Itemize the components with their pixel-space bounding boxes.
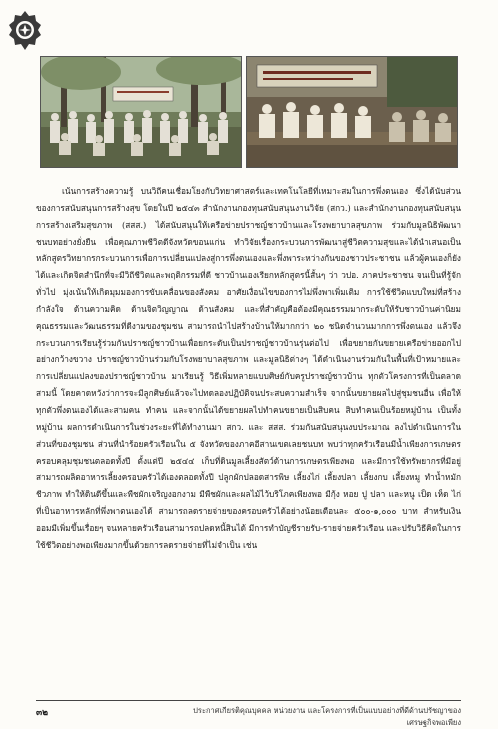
- group-photo-seated-villagers: [246, 56, 458, 168]
- group-photo-forest-banner: [40, 56, 242, 168]
- royal-emblem-icon: [8, 10, 42, 52]
- footer-divider: [36, 700, 461, 701]
- article-body: [36, 183, 461, 554]
- page-number: ๓๒: [36, 708, 49, 718]
- footer-title: ประกาศเกียรติคุณบุคคล หน่วยงาน และโครงการที่เป็นแบบอย่างที่ดีด้านปรัชญาของเศรษฐกิจพอเพียง: [193, 706, 461, 727]
- body-paragraph: เน้นการสร้างความรู้ บนวิถีคนเชื่อมโยงกับวิทยาศาสตร์และเทคโนโลยีที่เหมาะสมในการพึ่งตนเอง ซึ่งได้นับส่วนของการสนับสนุนการสร้างสุข โดยในปี ๒๕๔๓ สำนักงานกองทุนสนับสนุนงานวิจัย (สกว.) และสำนักงานกองทุนสนับสนุนการสร้างเสริมสุขภาพ (สสส.) ได้สนับสนุนให้เครือข่ายปราชญ์ชาวบ้านและโรงพยาบาลสุขภาพ ร่วมกับมูลนิธิพัฒนาชนบทอย่างยั่งยืน เพื่อคุณภาพชีวิตดีจังหวัดขอนแก่น ทำวิจัยเรื่องกระบวนการพัฒนาสู่ชีวิตความสุขและได้นำเสนอเป็นหลักสูตรวิทยากรกระบวนการเพื่อการเปลี่ยนแปลงสู่การพึ่งตนเองและพึ่งพาระหว่างกันของชาวประชาชน แล้วผู้คนเองก็ยังได้และเกิดจิตสำนึกที่จะมีวิถีชีวิตและพฤติกรรมที่ดี ชาวบ้านเองเรียกหลักสูตรนี้สั้นๆ ว่า วปอ. ภาคประชาชน จนเป็นที่รู้จักทั่วไป มุ่งเน้นให้เกิดมุมมองการขับเคลื่อนของสังคม อาศัยเงื่อนไขของการไม่พึ่งพาเพิ่มเติม การใช้ชีวิตแบบใหม่ที่สร้างกำลังใจ ด้านความคิด ด้านจิตวิญญาณ ด้านสังคม และที่สำคัญคือต้องมีคุณธรรมมากระดับให้รับชาวบ้านค่านิยมคุณธรรมและวัฒนธรรมที่ดีงามของชุมชน สามารถนำไปสร้างบ้านให้มากกว่า ๒๐ ชนิดจำนวนมากการพึ่งตนเอง แล้วจึงกระบวนการเรียนรู้ร่วมกันปราชญ์ชาวบ้านเพื่อยกระดับเป็นปราชญ์ชาวบ้านรุ่นต่อไป เพื่อขยายกันขยายเครือข่ายออกไปอย่างกว้างขวาง ปราชญ์ชาวบ้านร่วมกับโรงพยาบาลสุขภาพ และมูลนิธิต่างๆ ได้ดำเนินงานร่วมกันในพื้นที่เป้าหมายและการเปลี่ยนแปลงของปราชญ์ชาวบ้าน มาเรียนรู้ วิธีเพิ่มหลายแบบศิษย์กับครูปราชญ์ชาวบ้าน ทุกตัวโครงการที่เป็นตลาดสามนี้ โดยคาดหวังว่าการจะมีลูกศิษย์แล้วจะไปทดลองปฏิบัติจนประสบความสำเร็จ จากนั้นขยายผลไปสู่ชุมชนอื่น เพื่อให้ทุกตัวพึ่งตนเองได้และสามคน ทำคน และจากนั้นได้ขยายผลไปทำคนขยายเป็นสิบคน สิบทำคนเป็นร้อยหมู่บ้าน เป็นทั้งหมู่บ้าน ผลการดำเนินการในช่วงระยะที่ได้ทำงานมา สกว. และ สสส. ร่วมกันสนับสนุนงบประมาณ ลงไปดำเนินการในส่วนที่ของชุมชน ส่วนที่นำร้อยครัวเรือนใน ๕ จังหวัดของภาคอีสานเขตเลยชนบท พบว่าทุกครัวเรือนมีน้ำเพียงการเกษตรครอบคลุมชุมชนตลอดทั้งปี ตั้งแต่ปี ๒๕๔๔ เก็บที่ดินมูลเลี้ยงสัตว์ด้านการเกษตรเพียงพอ และมีการใช้ทรัพยากรที่มีอยู่ สามารถผลิตอาหารเลี้ยงครอบครัวได้เองตลอดทั้งปี ปลูกผักปลอดสารพิษ เลี้ยงไก่ เลี้ยงปลา เลี้ยงกบ เลี้ยงหมู ทำน้ำหมักชีวภาพ ทำให้ดินดีขึ้นและพืชผักเจริญงอกงาม มีพืชผักและผลไม้ไว้บริโภคเพียงพอ มีกุ้ง หอย ปู ปลา และหนู เป็ด เห็ด ไก่ ที่เป็นอาหารหลักที่พึ่งพาตนเองได้ สามารถลดรายจ่ายของครอบครัวได้อย่างน้อยเดือนละ ๕๐๐-๑,๐๐๐ บาท สำหรับเงินออมมีเพิ่มขึ้นเรื่อยๆ จนหลายครัวเรือนสามารถปลดหนี้สินได้ มีการทำบัญชีรายรับ-รายจ่ายครัวเรือน และปรับวิธีคิดในการใช้ชีวิตอย่างพอเพียงมากขึ้นด้วยการลดรายจ่ายที่ไม่จำเป็น เช่น: [36, 186, 461, 550]
